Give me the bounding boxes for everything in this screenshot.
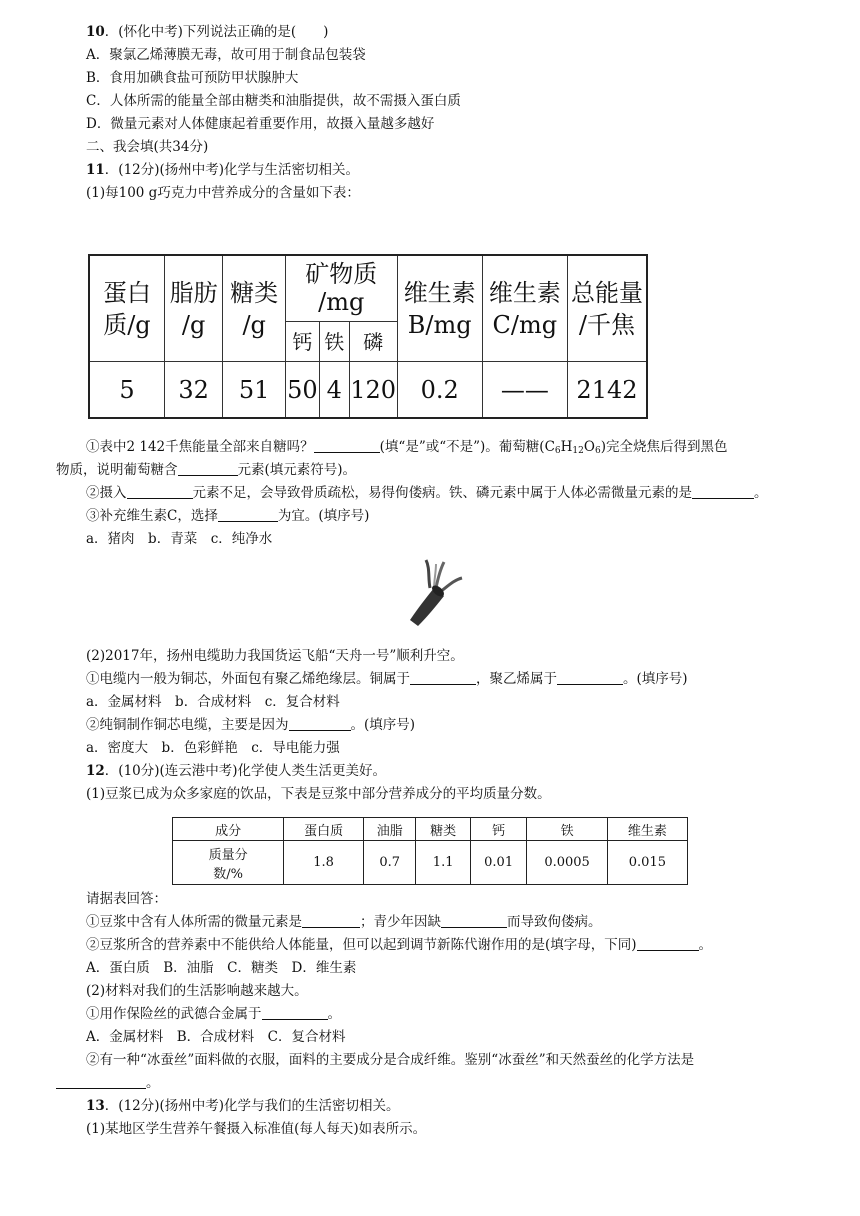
- answer-blank[interactable]: [289, 716, 351, 731]
- td-sugar: 51: [223, 362, 286, 418]
- q11-stem-text: ．(12分)(扬州中考)化学与生活密切相关。: [104, 162, 360, 178]
- q11-p2-s2-options: a．密度大 b．色彩鲜艳 c．导电能力强: [86, 740, 340, 756]
- th-protein: 蛋白 质/g: [89, 255, 164, 362]
- section-heading: 二、我会填(共34分): [86, 139, 209, 155]
- th-calcium: 钙: [285, 321, 319, 361]
- q11-s3-options: a．猪肉 b．青菜 c．纯净水: [86, 531, 273, 547]
- q10-option-c: C．人体所需的能量全部由糖类和油脂提供，故不需摄入蛋白质: [86, 93, 461, 109]
- td-fat: 0.7: [364, 841, 416, 885]
- q11-part2: (2)2017年，扬州电缆助力我国货运飞船“天舟一号”顺利升空。: [86, 648, 464, 664]
- q10-option-a: A．聚氯乙烯薄膜无毒，故可用于制食品包装袋: [86, 47, 366, 63]
- answer-blank[interactable]: [218, 507, 278, 522]
- q13-number: 13: [86, 1098, 105, 1114]
- q11-s1-line2: 物质，说明葡萄糖含 元素(填元素符号)。: [56, 462, 357, 478]
- q10-stem-text: ．(怀化中考)下列说法正确的是( ): [104, 24, 329, 40]
- td-mass-fraction-label: 质量分 数/%: [173, 841, 284, 885]
- td-energy: 2142: [567, 362, 647, 418]
- q11-stem: [86, 160, 359, 180]
- th-phosphorus: 磷: [349, 321, 397, 361]
- answer-blank[interactable]: [637, 936, 699, 951]
- answer-blank[interactable]: [302, 913, 360, 928]
- answer-blank[interactable]: [262, 1005, 328, 1020]
- answer-blank[interactable]: [557, 670, 623, 685]
- answer-blank[interactable]: [410, 670, 476, 685]
- q11-number: 11: [86, 162, 105, 178]
- td-protein: 5: [89, 362, 164, 418]
- td-sugar: 1.1: [416, 841, 470, 885]
- td-fat: 32: [164, 362, 222, 418]
- q11-p2-s1-options: a．金属材料 b．合成材料 c．复合材料: [86, 694, 340, 710]
- answer-blank[interactable]: [178, 461, 238, 476]
- q11-p2-s1: ①电缆内一般为铜芯，外面包有聚乙烯绝缘层。铜属于 ，聚乙烯属于 。(填序号): [86, 671, 688, 687]
- th-sugar: 糖类 /g: [223, 255, 286, 362]
- q12-s2: ②豆浆所含的营养素中不能供给人体能量，但可以起到调节新陈代谢作用的是(填字母，下同) 。: [86, 937, 713, 953]
- q12-p2-s1-options: A．金属材料 B．合成材料 C．复合材料: [86, 1029, 346, 1045]
- chocolate-nutrition-table: [88, 254, 648, 419]
- q12-part2: (2)材料对我们的生活影响越来越大。: [86, 983, 308, 999]
- q13-stem-text: ．(12分)(扬州中考)化学与我们的生活密切相关。: [104, 1098, 400, 1114]
- answer-blank[interactable]: [441, 913, 507, 928]
- q12-s1: ①豆浆中含有人体所需的微量元素是 ；青少年因缺 而导致佝偻病。: [86, 914, 602, 930]
- q11-s1-line1: ①表中2 142千焦能量全部来自糖吗？ (填“是”或“不是”)。葡萄糖$(C_6H_{12}O_6)$完全烧焦后得到黑色: [86, 439, 728, 456]
- th-fat: 油脂: [364, 818, 416, 841]
- th-calcium: 钙: [470, 818, 527, 841]
- td-vitamin-b: 0.2: [397, 362, 482, 418]
- answer-blank[interactable]: [127, 484, 193, 499]
- q10-number: 10: [86, 24, 105, 40]
- th-vitamin-b: 维生素 B/mg: [397, 255, 482, 362]
- answer-blank[interactable]: [314, 438, 380, 453]
- th-vitamin-c: 维生素 C/mg: [482, 255, 567, 362]
- td-iron: 4: [319, 362, 349, 418]
- q11-part1: (1)每100 g巧克力中营养成分的含量如下表：: [86, 185, 360, 201]
- th-protein: 蛋白质: [284, 818, 364, 841]
- td-calcium: 50: [285, 362, 319, 418]
- q11-s2: ②摄入 元素不足，会导致骨质疏松，易得佝偻病。铁、磷元素中属于人体必需微量元素的是 。: [86, 485, 768, 501]
- q10-option-d: D．微量元素对人体健康起着重要作用，故摄入量越多越好: [86, 116, 435, 132]
- q12-stem-text: ．(10分)(连云港中考)化学使人类生活更美好。: [104, 763, 387, 779]
- q12-s2-options: A．蛋白质 B．油脂 C．糖类 D．维生素: [86, 960, 357, 976]
- th-energy: 总能量 /千焦: [567, 255, 647, 362]
- q12-number: 12: [86, 763, 105, 779]
- th-fat: 脂肪 /g: [164, 255, 222, 362]
- td-calcium: 0.01: [470, 841, 527, 885]
- q12-p2-s2-answer: 。: [56, 1073, 160, 1093]
- q12-intro: 请据表回答：: [86, 891, 167, 907]
- th-component: 成分: [173, 818, 284, 841]
- q12-stem: [86, 761, 386, 781]
- td-phosphorus: 120: [349, 362, 397, 418]
- th-sugar: 糖类: [416, 818, 470, 841]
- td-protein: 1.8: [284, 841, 364, 885]
- td-iron: 0.0005: [527, 841, 607, 885]
- q10-stem: [86, 22, 328, 42]
- th-iron: 铁: [527, 818, 607, 841]
- q10-option-b: B．食用加碘食盐可预防甲状腺肿大: [86, 70, 299, 86]
- q13-part1: (1)某地区学生营养午餐摄入标准值(每人每天)如表所示。: [86, 1121, 427, 1137]
- th-vitamin: 维生素: [607, 818, 687, 841]
- soymilk-nutrition-table: [172, 817, 688, 885]
- q12-part1: (1)豆浆已成为众多家庭的饮品，下表是豆浆中部分营养成分的平均质量分数。: [86, 786, 551, 802]
- th-mineral: 矿物质 /mg: [285, 255, 397, 321]
- td-vitamin: 0.015: [607, 841, 687, 885]
- th-iron: 铁: [319, 321, 349, 361]
- q12-p2-s2: ②有一种“冰蚕丝”面料做的衣服，面料的主要成分是合成纤维。鉴别“冰蚕丝”和天然蚕丝的化学方法是: [86, 1052, 695, 1068]
- q13-stem: [86, 1096, 400, 1116]
- q11-s3: ③补充维生素C，选择 为宜。(填序号): [86, 508, 370, 524]
- answer-blank[interactable]: [692, 484, 754, 499]
- q12-p2-s1: ①用作保险丝的武德合金属于 。: [86, 1006, 341, 1022]
- td-vitamin-c: ——: [482, 362, 567, 418]
- answer-blank[interactable]: [56, 1074, 146, 1089]
- cable-illustration: [400, 558, 470, 628]
- q11-p2-s2: ②纯铜制作铜芯电缆，主要是因为 。(填序号): [86, 717, 416, 733]
